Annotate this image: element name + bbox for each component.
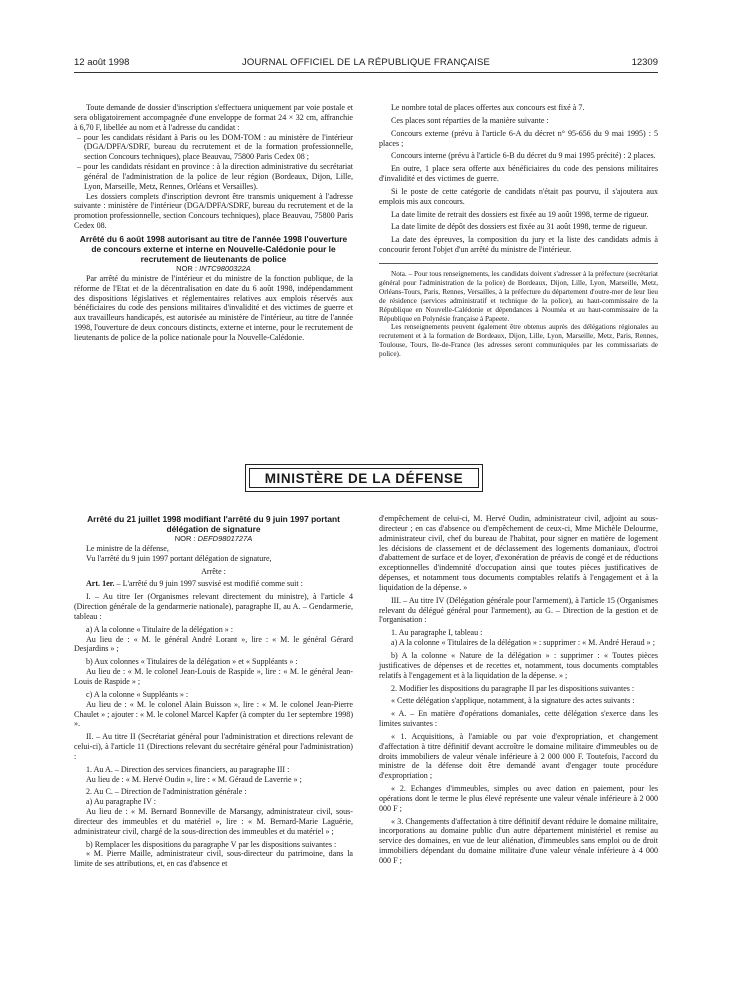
- nor-code: DEFD9801727A: [197, 534, 253, 543]
- paragraph: III. – Au titre IV (Délégation générale pour l'armement), à l'article 15 (Organismes relevant du délégué général pour l'armement), au G. – Direction de la gestion et de l'organisation :: [379, 595, 658, 625]
- ministry-banner-text: MINISTÈRE DE LA DÉFENSE: [249, 468, 479, 488]
- top-left-column: [74, 103, 353, 343]
- decree-title: Arrêté du 6 août 1998 autorisant au titre de l'année 1998 l'ouverture de concours externe et interne en Nouvelle-Calédonie pour le recrutement de lieutenants de police: [79, 233, 348, 264]
- paragraph: b) A la colonne « Nature de la délégation » : supprimer : « Toutes pièces justificatives de dépenses et de recettes et, notamment, tous documents comptables relatifs à l'engagement et à la liquidation de la dépense. » ;: [379, 650, 658, 680]
- paragraph: « M. Pierre Maille, administrateur civil, sous-directeur du patrimoine, dans la limite de ses attributions, et, en cas d'absence et: [74, 849, 353, 869]
- paragraph: Au lieu de : « M. le général André Lorant », lire : « M. le général Gérard Desjardins » ;: [74, 634, 353, 654]
- paragraph: Concours interne (prévu à l'article 6-B du décret du 9 mai 1995 précité) : 2 places.: [391, 151, 656, 161]
- paragraph: Le nombre total de places offertes aux concours est fixé à 7.: [391, 103, 585, 112]
- paragraph: 2. Au C. – Direction de l'administration générale :: [86, 787, 247, 797]
- paragraph: La date des épreuves, la composition du jury et la liste des candidats admis à concourir feront l'objet d'un arrêté du ministre de l'intérieur.: [379, 235, 658, 255]
- list-item: – pour les candidats résidant en province : à la direction administrative du secrétariat général de l'administration de la police de leur région (Bordeaux, Dijon, Lille, Lyon, Marseille, Metz, Rennes, Orléans et Versailles).: [77, 162, 353, 191]
- note-divider: [379, 263, 658, 264]
- list-item: – pour les candidats résidant à Paris ou les DOM-TOM : au ministère de l'intérieur (DGA/DPFA/SDRF, bureau du recrutement et de la formation professionnelle, section Concours techniques), place Beauvau, 75800 Paris Cedex 08 ;: [77, 132, 353, 162]
- header-journal-title: JOURNAL OFFICIEL DE LA RÉPUBLIQUE FRANÇAISE: [241, 57, 491, 68]
- nor-label: NOR :: [174, 534, 196, 543]
- article-paragraph: [74, 579, 353, 589]
- header-rule: [74, 72, 658, 73]
- header-page-number: 12309: [631, 57, 658, 68]
- paragraph: d'empêchement de celui-ci, M. Hervé Oudin, administrateur civil, adjoint au sous-directeur ; en cas d'absence ou d'empêchement de ceux-ci, Mme Michèle Delourme, administrateur civil, chef du bureau de l'habitat, pour signer en matière de logement les décisions de classement et de déclassement des logements domaniaux, d'octroi d'abattement de surface et de loyer, d'exonération de préavis de congé et de réductions exceptionnelles d'indemnité d'occupation ainsi que toutes pièces justificatives de dépenses, et notamment tous documents comptables relatifs à l'engagement et à la liquidation de la dépense. »: [379, 514, 658, 592]
- ministry-banner: [245, 464, 483, 492]
- paragraph: a) A la colonne « Titulaire de la délégation » :: [86, 624, 234, 634]
- paragraph: « 1. Acquisitions, à l'amiable ou par voie d'expropriation, et changement d'affectation à titre définitif devant accroître le domaine militaire d'immeubles ou de droits immobiliers de valeur vénale inférieure à 2 000 000 F. Toutefois, l'accord du ministre de la défense doit être demandé avant d'engager toute procédure d'expropriation ;: [379, 731, 658, 781]
- nor-code: INTC9800322A: [199, 263, 251, 273]
- paragraph: I. – Au titre Ier (Organismes relevant directement du ministre), à l'article 4 (Direction générale de la gendarmerie nationale), paragraphe II, au A. – Gendarmerie, tableau :: [74, 592, 353, 621]
- paragraph: La date limite de retrait des dossiers est fixée au 19 août 1998, terme de rigueur.: [391, 209, 649, 219]
- article-text: – L'arrêté du 9 juin 1997 susvisé est modifié comme suit :: [114, 579, 303, 589]
- paragraph: Les dossiers complets d'inscription devront être transmis uniquement à l'adresse suivante : ministère de l'intérieur (DGA/DPFA/SDRF, bureau du recrutement et de la promotion professionnelle, section Concours techniques), place Beauvau, 75800 Paris Cedex 08.: [74, 191, 353, 231]
- paragraph: Au lieu de : « M. le colonel Jean-Louis de Raspide », lire : « M. le général Jean-Louis de Raspide » ;: [74, 667, 353, 686]
- header-date: 12 août 1998: [74, 57, 130, 68]
- note-paragraph: Nota. – Pour tous renseignements, les candidats doivent s'adresser à la préfecture (secrétariat général pour l'administration de la police) de Bordeaux, Dijon, Lille, Lyon, Marseille, Metz, Orléans-Tours, Paris, Rennes, Versailles, à la préfecture du département d'outre-mer de leur lieu de résidence (services administratif et technique de la police), au haut-commissaire de la République en Nouvelle-Calédonie et dépendances à Nouméa et au haut-commissaire de la République en Polynésie française à Papeete.: [379, 269, 658, 323]
- paragraph: « 3. Changements d'affectation à titre définitif devant réduire le domaine militaire, incorporations au domaine public d'un autre département ministériel et remise au service des domaines, en vue de leur aliénation, d'immeubles sans emploi ou de droit immobiliers dépendant du domaine militaire d'une valeur vénale inférieure à 4 000 000 F ;: [379, 816, 658, 865]
- paragraph: Par arrêté du ministre de l'intérieur et du ministre de la fonction publique, de la réforme de l'Etat et de la décentralisation en date du 6 août 1998, indépendamment des dispositions législatives et réglementaires relatives aux emplois réservés aux bénéficiaires du code des pensions militaires d'invalidité et des victimes de guerre et aux travailleurs handicapés, est autorisée au ministère de l'intérieur, au titre de l'année 1998, l'ouverture de deux concours distincts, externe et interne, pour le recrutement de lieutenants de police de la police nationale pour la Nouvelle-Calédonie.: [74, 273, 353, 342]
- paragraph: Ces places sont réparties de la manière suivante :: [391, 115, 549, 125]
- paragraph: Au lieu de : « M. Hervé Oudin », lire : « M. Géraud de Laverrie » ;: [86, 774, 302, 784]
- paragraph: 1. Au A. – Direction des services financiers, au paragraphe III :: [86, 764, 290, 774]
- paragraph: Toute demande de dossier d'inscription s'effectuera uniquement par voie postale et sera obligatoirement accompagnée d'une enveloppe de format 24 × 32 cm, affranchie à 6,70 F, libellée au nom et à l'adresse du candidat :: [74, 103, 353, 132]
- nor-reference: [74, 264, 353, 274]
- paragraph: a) Au paragraphe IV :: [86, 797, 157, 807]
- paragraph: Arrête :: [201, 566, 226, 576]
- paragraph: a) A la colonne « Titulaires de la délégation » : supprimer : « M. André Heraud » ;: [391, 638, 655, 648]
- paragraph: « A. – En matière d'opérations domaniales, cette délégation s'exerce dans les limites suivantes :: [379, 709, 658, 729]
- paragraph: « 2. Echanges d'immeubles, simples ou avec dation en paiement, pour les opérations dont le terme le plus élevé représente une valeur vénale inférieure à 2 000 000 F ;: [379, 784, 658, 813]
- paragraph: Concours externe (prévu à l'article 6-A du décret n° 95-656 du 9 mai 1995) : 5 places ;: [379, 128, 658, 148]
- paragraph: b) Remplacer les dispositions du paragraphe V par les dispositions suivantes :: [86, 839, 337, 849]
- paragraph: Au lieu de : « M. Bernard Bonneville de Marsangy, administrateur civil, sous-directeur des immeubles et du matériel », lire : « M. Bernard-Marie Laguérie, administrateur civil, chargé de la sous-direction des immeubles et du matériel » ;: [74, 807, 353, 836]
- paragraph: Le ministre de la défense,: [86, 543, 169, 553]
- paragraph: b) Aux colonnes « Titulaires de la délégation » et « Suppléants » :: [86, 657, 298, 667]
- nor-reference: [74, 534, 353, 544]
- paragraph: 2. Modifier les dispositions du paragraphe II par les dispositions suivantes :: [391, 683, 635, 693]
- bottom-left-column: [74, 514, 353, 869]
- paragraph: 1. Au paragraphe I, tableau :: [391, 628, 483, 638]
- paragraph: c) A la colonne « Suppléants » :: [86, 689, 189, 699]
- bottom-right-column: [379, 514, 658, 866]
- note-paragraph: Les renseignements peuvent également être obtenus auprès des délégations régionales au recrutement et à la formation de Bordeaux, Dijon, Lille, Lyon, Marseille, Metz, Paris, Rennes, Toulouse, Tours, Ile-de-France (les adresses seront communiquées par les commissariats de police).: [379, 323, 658, 359]
- paragraph: « Cette délégation s'applique, notamment, à la signature des actes suivants :: [391, 696, 635, 706]
- decree-title: Arrêté du 21 juillet 1998 modifiant l'arrêté du 9 juin 1997 portant délégation de signature: [87, 514, 340, 534]
- paragraph: Vu l'arrêté du 9 juin 1997 portant délégation de signature,: [86, 553, 272, 563]
- paragraph: En outre, 1 place sera offerte aux bénéficiaires du code des pensions militaires d'invalidité et des victimes de guerre.: [379, 164, 658, 184]
- nor-label: NOR :: [176, 263, 198, 273]
- paragraph: La date limite de dépôt des dossiers est fixée au 31 août 1998, terme de rigueur.: [391, 222, 648, 232]
- paragraph: Si le poste de cette catégorie de candidats n'était pas pourvu, il s'ajoutera aux emplois mis aux concours.: [379, 186, 658, 206]
- paragraph: II. – Au titre II (Secrétariat général pour l'administration et directions relevant de celui-ci), à l'article 11 (Directions relevant du secrétaire général pour l'administration) :: [74, 732, 353, 761]
- article-label: Art. 1er.: [86, 579, 115, 589]
- page-header: [74, 57, 658, 69]
- top-right-column: [379, 103, 658, 359]
- paragraph: Au lieu de : « M. le colonel Alain Buisson », lire : « M. le colonel Jean-Pierre Chaulet » ; ajouter : « M. le colonel Marcel Kapfer (à compter du 1er septembre 1998) ».: [74, 699, 353, 729]
